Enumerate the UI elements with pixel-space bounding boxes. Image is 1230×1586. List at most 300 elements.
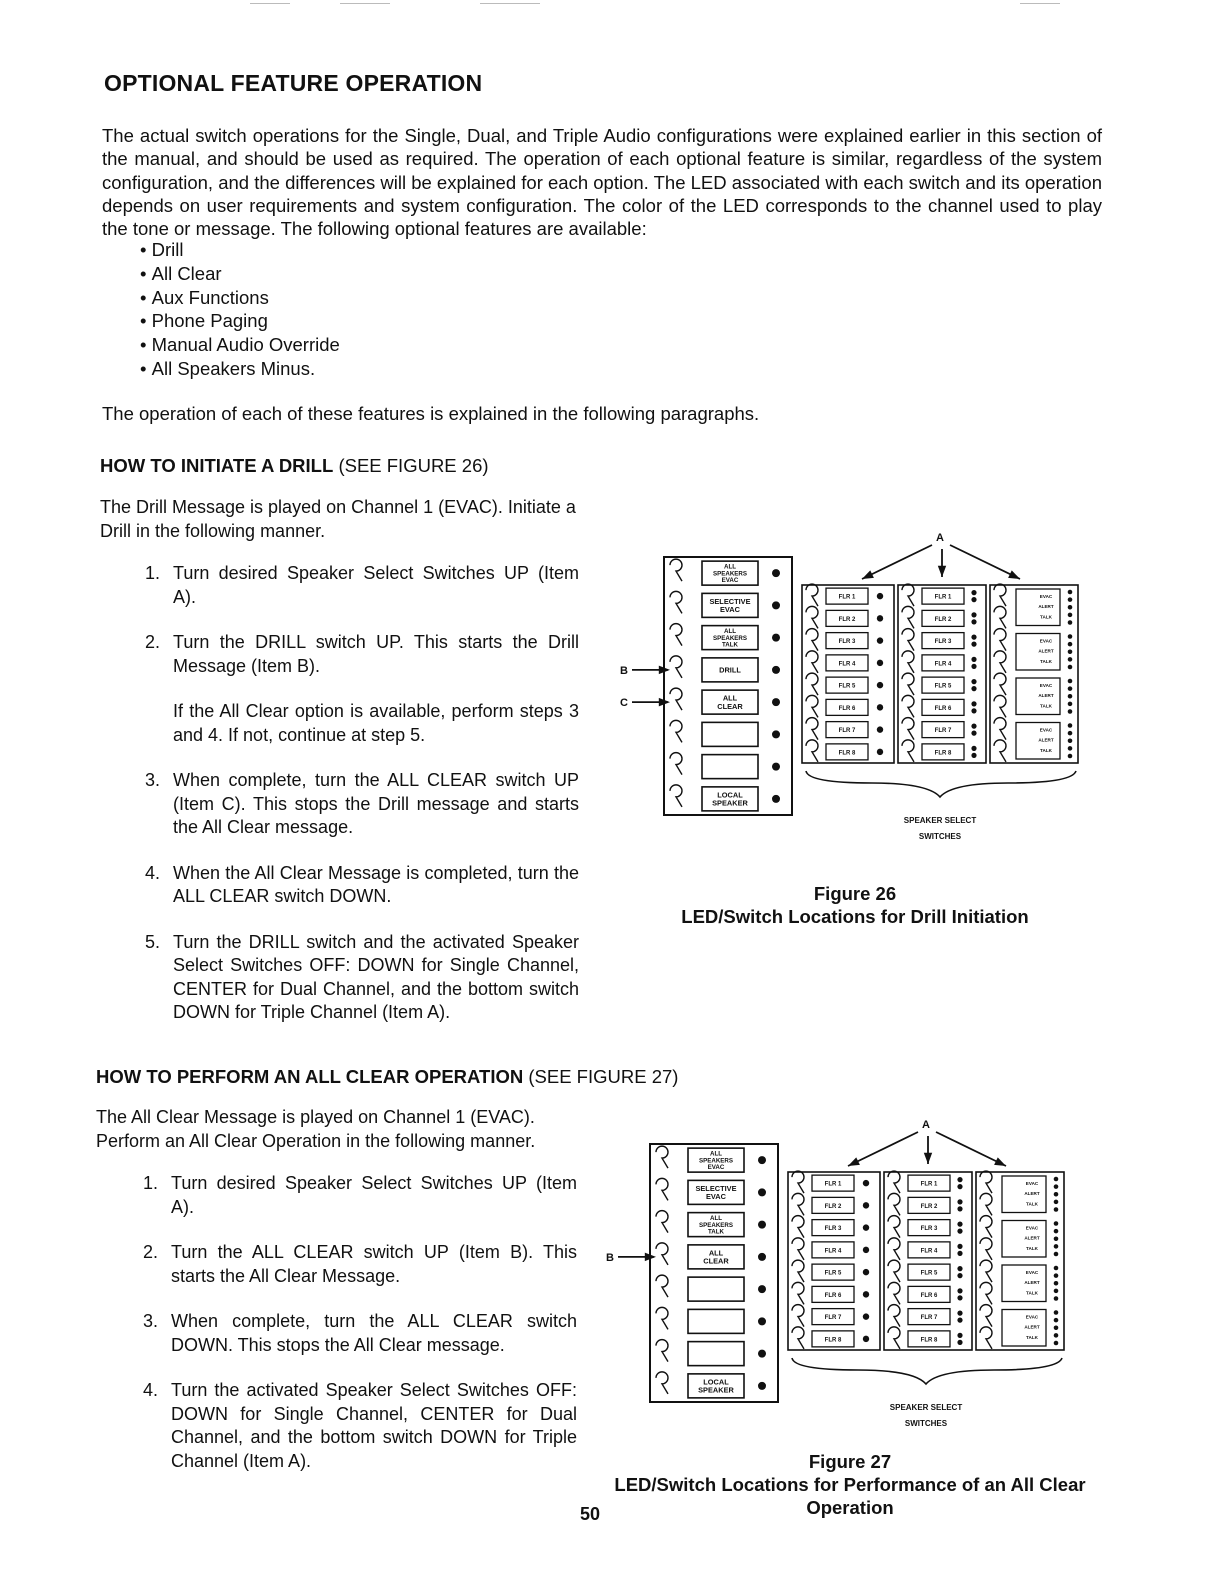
callout-a-arrow [950, 545, 1020, 579]
floor-label-text: FLR 3 [934, 639, 952, 646]
allclear-step [143, 1241, 577, 1288]
switch-label-text: DRILL [719, 665, 741, 675]
toggle-switch-icon [994, 584, 1006, 606]
led-indicator [877, 593, 883, 599]
arrow-head-icon [1008, 570, 1020, 579]
floor-label-text: FLR 3 [838, 639, 856, 646]
toggle-switch-icon [670, 656, 682, 678]
switch-label-text: EVAC [720, 605, 740, 615]
toggle-switch-icon [792, 1305, 804, 1327]
toggle-switch-icon [670, 624, 682, 646]
step-number: 2. [145, 632, 161, 652]
led-indicator [758, 1317, 766, 1325]
toggle-switch-icon [670, 720, 682, 742]
led-indicator [1068, 657, 1073, 662]
led-indicator [1068, 642, 1073, 647]
led-indicator [957, 1184, 962, 1189]
switch-label-text: CLEAR [717, 701, 743, 711]
allclear-intro: The All Clear Message is played on Channel 1 (EVAC). Perform an All Clear Operation in the following manner. [96, 1107, 536, 1151]
toggle-switch-icon [994, 629, 1006, 651]
led-indicator [1068, 634, 1073, 639]
toggle-switch-icon [888, 1260, 900, 1282]
led-indicator [971, 701, 976, 706]
led-indicator [957, 1251, 962, 1256]
led-indicator [863, 1247, 869, 1253]
led-indicator [1054, 1310, 1059, 1315]
step-text: Turn the ALL CLEAR switch UP (Item B). This starts the All Clear Message. [171, 1242, 577, 1286]
floor-label-text: FLR 4 [934, 661, 952, 668]
intro-paragraph: The actual switch operations for the Single, Dual, and Triple Audio configurations were explained earlier in this section of the manual, and should be used as required. The operation of each optional feature is similar, regardless of the system configuration, and the differences will be explained for each option. The LED associated with each switch and its operation depends on user requirements and system configuration. The color of the LED corresponds to the channel used to play the tone or message. The following optional features are available: [102, 125, 1102, 240]
led-indicator [772, 730, 780, 738]
step-number: 1. [143, 1173, 159, 1193]
figure-27-label: Figure 27 [808, 1451, 892, 1472]
toggle-switch-icon [792, 1193, 804, 1215]
drill-heading-bold: HOW TO INITIATE A DRILL [100, 455, 334, 476]
led-indicator [971, 657, 976, 662]
toggle-switch-icon [806, 718, 818, 740]
step-number: 4. [145, 862, 161, 883]
channel-label-text: ALERT [1038, 604, 1054, 610]
drill-step [145, 562, 579, 609]
floor-label-text: FLR 3 [920, 1226, 938, 1233]
toggle-switch-icon [902, 606, 914, 628]
drill-step [145, 931, 579, 1025]
toggle-switch-icon [980, 1282, 992, 1304]
toggle-switch-icon [806, 740, 818, 762]
step-number: 5. [145, 931, 161, 952]
led-indicator [971, 746, 976, 751]
feature-item: • Phone Paging [140, 309, 340, 333]
floor-label-text: FLR 1 [920, 1181, 938, 1188]
toggle-switch-icon [980, 1216, 992, 1238]
toggle-switch-icon [806, 606, 818, 628]
switch-label-text: ALL [709, 1214, 723, 1222]
switch-label-text: EVAC [721, 577, 739, 585]
floor-label-text: FLR 1 [824, 1181, 842, 1188]
led-indicator [971, 686, 976, 691]
channel-label-text: EVAC [1025, 1181, 1039, 1186]
toggle-switch-icon [902, 629, 914, 651]
led-indicator [957, 1333, 962, 1338]
scan-artifact [480, 3, 540, 4]
channel-label-text: EVAC [1039, 594, 1053, 599]
toggle-switch-icon [792, 1171, 804, 1193]
toggle-switch-icon [656, 1307, 668, 1329]
floor-label-text: FLR 6 [934, 705, 952, 712]
toggle-switch-icon [980, 1260, 992, 1282]
led-indicator [971, 708, 976, 713]
led-indicator [1054, 1177, 1059, 1182]
led-indicator [772, 666, 780, 674]
led-indicator [1068, 723, 1073, 728]
toggle-switch-icon [806, 629, 818, 651]
switch-label-text: CLEAR [703, 1256, 729, 1266]
speaker-select-label: SWITCHES [904, 1419, 948, 1428]
feature-item: • Aux Functions [140, 286, 340, 310]
toggle-switch-icon [888, 1193, 900, 1215]
allclear-step [143, 1172, 577, 1219]
led-indicator [1068, 597, 1073, 602]
floor-label-text: FLR 5 [838, 683, 856, 690]
toggle-switch-icon [888, 1282, 900, 1304]
channel-label-text: ALERT [1038, 693, 1054, 699]
allclear-steps [143, 1172, 577, 1473]
led-indicator [957, 1222, 962, 1227]
toggle-switch-icon [656, 1211, 668, 1233]
speaker-select-label: SWITCHES [918, 832, 962, 841]
switch-label-text: SPEAKERS [698, 1221, 734, 1229]
led-indicator [772, 698, 780, 706]
led-indicator [971, 597, 976, 602]
figure-27-diagram [596, 1112, 1076, 1442]
toggle-switch-icon [902, 673, 914, 695]
led-indicator [877, 726, 883, 732]
channel-label-text: ALERT [1024, 1324, 1040, 1330]
drill-intro: The Drill Message is played on Channel 1 (EVAC). Initiate a Drill in the following manner. [100, 497, 576, 541]
floor-label-text: FLR 8 [824, 1337, 842, 1344]
floor-label-text: FLR 7 [838, 728, 856, 735]
led-indicator [863, 1336, 869, 1342]
toggle-switch-icon [670, 688, 682, 710]
floor-label-text: FLR 4 [838, 661, 856, 668]
floor-label-text: FLR 5 [934, 683, 952, 690]
led-indicator [957, 1199, 962, 1204]
drill-note [145, 700, 579, 747]
floor-label-text: FLR 5 [824, 1270, 842, 1277]
led-indicator [877, 749, 883, 755]
led-indicator [971, 642, 976, 647]
channel-label-text: TALK [1040, 658, 1052, 664]
led-indicator [1068, 605, 1073, 610]
arrow-head-icon [848, 1157, 860, 1166]
allclear-step [143, 1379, 577, 1473]
led-indicator [1054, 1236, 1059, 1241]
toggle-switch-icon [792, 1260, 804, 1282]
callout-a-arrow [936, 1132, 1006, 1166]
led-indicator [772, 763, 780, 771]
switch-label-text: LOCAL [717, 790, 743, 800]
page-title: OPTIONAL FEATURE OPERATION [104, 70, 483, 96]
led-indicator [957, 1206, 962, 1211]
floor-label-text: FLR 2 [838, 616, 856, 623]
channel-label-text: ALERT [1024, 1280, 1040, 1286]
channel-label-text: TALK [1040, 614, 1052, 620]
led-indicator [772, 795, 780, 803]
toggle-switch-icon [980, 1327, 992, 1349]
toggle-switch-icon [888, 1327, 900, 1349]
toggle-switch-icon [980, 1305, 992, 1327]
step-text: When the All Clear Message is completed, turn the ALL CLEAR switch DOWN. [173, 862, 579, 906]
led-indicator [1054, 1184, 1059, 1189]
switch-label-text: ALL [708, 1248, 724, 1258]
feature-item: • Manual Audio Override [140, 333, 340, 357]
led-indicator [772, 569, 780, 577]
led-indicator [1054, 1192, 1059, 1197]
floor-label-text: FLR 3 [824, 1226, 842, 1233]
floor-label-text: FLR 1 [934, 594, 952, 601]
feature-list [140, 238, 340, 381]
led-indicator [1068, 709, 1073, 714]
led-indicator [877, 637, 883, 643]
channel-label-text: ALERT [1038, 648, 1054, 654]
channel-label-text: TALK [1026, 1245, 1038, 1251]
drill-step [145, 862, 579, 909]
toggle-switch-icon [994, 651, 1006, 673]
floor-label-text: FLR 4 [920, 1248, 938, 1255]
switch-label-text: ALL [709, 1150, 723, 1158]
led-indicator [957, 1288, 962, 1293]
led-indicator [971, 753, 976, 758]
floor-label-text: FLR 6 [824, 1292, 842, 1299]
callout-b-label: B [606, 1251, 614, 1264]
feature-item: • All Speakers Minus. [140, 357, 340, 381]
toggle-switch-icon [902, 718, 914, 740]
led-indicator [957, 1340, 962, 1345]
switch-label-box [702, 722, 758, 746]
led-indicator [758, 1350, 766, 1358]
switch-label-text: SPEAKERS [712, 634, 748, 642]
step-text: Turn the activated Speaker Select Switches OFF: DOWN for Single Channel, CENTER for Dual Channel, and the bottom switch DOWN for Triple Channel (Item A). [171, 1380, 577, 1471]
floor-label-text: FLR 7 [824, 1315, 842, 1322]
floor-label-text: FLR 8 [920, 1337, 938, 1344]
led-indicator [1054, 1200, 1059, 1205]
floor-label-text: FLR 7 [934, 728, 952, 735]
channel-label-text: EVAC [1025, 1270, 1039, 1275]
switch-label-text: TALK [721, 641, 739, 649]
drill-step [145, 631, 579, 678]
step-text: Turn the DRILL switch and the activated Speaker Select Switches OFF: DOWN for Single Channel, CENTER for Dual Channel, and the bottom switch DOWN for Triple Channel (Item A). [173, 931, 579, 1022]
led-indicator [1054, 1289, 1059, 1294]
led-indicator [1054, 1318, 1059, 1323]
led-indicator [971, 635, 976, 640]
floor-label-text: FLR 8 [934, 750, 952, 757]
led-indicator [772, 634, 780, 642]
toggle-switch-icon [792, 1216, 804, 1238]
allclear-heading-ref: (SEE FIGURE 27) [528, 1066, 679, 1087]
channel-label-text: EVAC [1025, 1225, 1039, 1231]
toggle-switch-icon [902, 651, 914, 673]
feature-item: • Drill [140, 238, 340, 262]
floor-label-text: FLR 2 [934, 616, 952, 623]
figure-27-caption [610, 1450, 1090, 1519]
led-indicator [877, 682, 883, 688]
led-indicator [758, 1156, 766, 1164]
step-number: 1. [145, 563, 161, 583]
led-indicator [863, 1224, 869, 1230]
drill-step [145, 769, 579, 840]
channel-label-text: EVAC [1039, 683, 1053, 688]
led-indicator [1054, 1244, 1059, 1249]
channel-label-text: EVAC [1025, 1314, 1039, 1320]
led-indicator [1068, 613, 1073, 618]
floor-label-text: FLR 1 [838, 594, 856, 601]
toggle-switch-icon [994, 606, 1006, 628]
led-indicator [1054, 1252, 1059, 1257]
switch-label-text: SPEAKERS [698, 1157, 734, 1165]
led-indicator [863, 1202, 869, 1208]
step-number: 3. [145, 770, 161, 790]
drill-heading-ref: (SEE FIGURE 26) [338, 455, 489, 476]
channel-label-text: ALERT [1024, 1235, 1040, 1241]
switch-label-box [688, 1342, 744, 1366]
step-number: 4. [143, 1380, 159, 1400]
led-indicator [877, 660, 883, 666]
toggle-switch-icon [980, 1238, 992, 1260]
toggle-switch-icon [994, 695, 1006, 717]
led-indicator [1068, 679, 1073, 684]
toggle-switch-icon [670, 785, 682, 807]
step-text: When complete, turn the ALL CLEAR switch UP (Item C). This stops the Drill message and starts the All Clear message. [173, 770, 579, 837]
led-indicator [971, 731, 976, 736]
toggle-switch-icon [806, 695, 818, 717]
speaker-select-label: SPEAKER SELECT [889, 1403, 963, 1412]
led-indicator [1068, 702, 1073, 707]
toggle-switch-icon [980, 1171, 992, 1193]
led-indicator [863, 1313, 869, 1319]
led-indicator [971, 590, 976, 595]
led-indicator [1054, 1273, 1059, 1278]
led-indicator [1054, 1221, 1059, 1226]
figure-26-caption [620, 882, 1090, 928]
step-text: When complete, turn the ALL CLEAR switch DOWN. This stops the All Clear message. [171, 1311, 577, 1355]
led-indicator [971, 619, 976, 624]
figure-26-title: LED/Switch Locations for Drill Initiation [681, 906, 1029, 927]
led-indicator [863, 1269, 869, 1275]
toggle-switch-icon [888, 1238, 900, 1260]
led-indicator [1054, 1207, 1059, 1212]
channel-label-text: TALK [1040, 747, 1052, 753]
floor-label-text: FLR 4 [824, 1248, 842, 1255]
floor-label-text: FLR 6 [920, 1292, 938, 1299]
led-indicator [877, 704, 883, 710]
switch-label-text: EVAC [706, 1192, 726, 1202]
switch-label-text: SPEAKER [698, 1385, 734, 1395]
floor-label-text: FLR 7 [920, 1315, 938, 1322]
toggle-switch-icon [792, 1238, 804, 1260]
toggle-switch-icon [980, 1193, 992, 1215]
led-indicator [971, 679, 976, 684]
channel-label-text: ALERT [1038, 737, 1054, 743]
toggle-switch-icon [888, 1216, 900, 1238]
toggle-switch-icon [656, 1340, 668, 1362]
switch-label-text: ALL [723, 563, 737, 571]
scan-artifact [1020, 3, 1060, 4]
led-indicator [863, 1180, 869, 1186]
led-indicator [957, 1177, 962, 1182]
led-indicator [863, 1291, 869, 1297]
led-indicator [957, 1266, 962, 1271]
led-indicator [772, 601, 780, 609]
switch-label-text: EVAC [707, 1164, 725, 1172]
toggle-switch-icon [656, 1178, 668, 1200]
toggle-switch-icon [888, 1305, 900, 1327]
led-indicator [957, 1318, 962, 1323]
speaker-select-label: SPEAKER SELECT [903, 816, 977, 825]
callout-a-arrow [862, 545, 932, 579]
toggle-switch-icon [994, 718, 1006, 740]
switch-label-text: LOCAL [703, 1377, 729, 1387]
led-indicator [1054, 1333, 1059, 1338]
led-indicator [957, 1311, 962, 1316]
callout-a-label: A [922, 1119, 930, 1131]
floor-label-text: FLR 5 [920, 1270, 938, 1277]
toggle-switch-icon [806, 651, 818, 673]
note-text: If the All Clear option is available, perform steps 3 and 4. If not, continue at step 5. [173, 701, 579, 745]
led-indicator [1068, 754, 1073, 759]
toggle-switch-icon [670, 559, 682, 581]
closing-paragraph: The operation of each of these features is explained in the following paragraphs. [102, 403, 760, 424]
floor-label-text: FLR 2 [824, 1203, 842, 1210]
led-indicator [1068, 731, 1073, 736]
led-indicator [1068, 620, 1073, 625]
toggle-switch-icon [792, 1327, 804, 1349]
switch-label-text: SPEAKER [712, 798, 748, 808]
toggle-switch-icon [792, 1282, 804, 1304]
led-indicator [1054, 1341, 1059, 1346]
switch-label-text: ALL [722, 693, 738, 703]
toggle-switch-icon [994, 740, 1006, 762]
callout-c-label: C [620, 697, 628, 710]
led-indicator [1054, 1229, 1059, 1234]
drill-steps [145, 562, 579, 1025]
led-indicator [971, 612, 976, 617]
led-indicator [1068, 746, 1073, 751]
led-indicator [758, 1285, 766, 1293]
brace-shape [806, 771, 1076, 797]
channel-label-text: TALK [1040, 703, 1052, 709]
toggle-switch-icon [656, 1372, 668, 1394]
switch-label-text: SELECTIVE [709, 596, 751, 606]
figure-26-diagram [610, 525, 1090, 855]
step-text: Turn the DRILL switch UP. This starts the Drill Message (Item B). [173, 632, 579, 676]
toggle-switch-icon [670, 753, 682, 775]
floor-label-text: FLR 2 [920, 1203, 938, 1210]
switch-label-box [688, 1277, 744, 1301]
allclear-heading-bold: HOW TO PERFORM AN ALL CLEAR OPERATION [96, 1066, 524, 1087]
led-indicator [971, 724, 976, 729]
channel-label-text: ALERT [1024, 1191, 1040, 1197]
allclear-step [143, 1310, 577, 1357]
toggle-switch-icon [656, 1275, 668, 1297]
switch-label-box [702, 755, 758, 779]
allclear-heading [96, 1066, 678, 1088]
step-text: Turn desired Speaker Select Switches UP (Item A). [171, 1173, 577, 1217]
toggle-switch-icon [656, 1146, 668, 1168]
led-indicator [758, 1221, 766, 1229]
led-indicator [877, 615, 883, 621]
callout-a-label: A [936, 532, 944, 544]
led-indicator [1054, 1296, 1059, 1301]
toggle-switch-icon [888, 1171, 900, 1193]
callout-a-arrow [848, 1132, 918, 1166]
led-indicator [957, 1273, 962, 1278]
brace-shape [792, 1358, 1062, 1384]
led-indicator [971, 664, 976, 669]
led-indicator [1068, 738, 1073, 743]
channel-label-text: TALK [1026, 1290, 1038, 1296]
led-indicator [758, 1382, 766, 1390]
step-text: Turn desired Speaker Select Switches UP (Item A). [173, 563, 579, 607]
step-number: 2. [143, 1242, 159, 1262]
toggle-switch-icon [902, 695, 914, 717]
arrow-head-icon [924, 1153, 932, 1164]
arrow-head-icon [994, 1157, 1006, 1166]
led-indicator [1068, 694, 1073, 699]
toggle-switch-icon [902, 584, 914, 606]
led-indicator [1068, 686, 1073, 691]
feature-item: • All Clear [140, 262, 340, 286]
toggle-switch-icon [656, 1243, 668, 1265]
